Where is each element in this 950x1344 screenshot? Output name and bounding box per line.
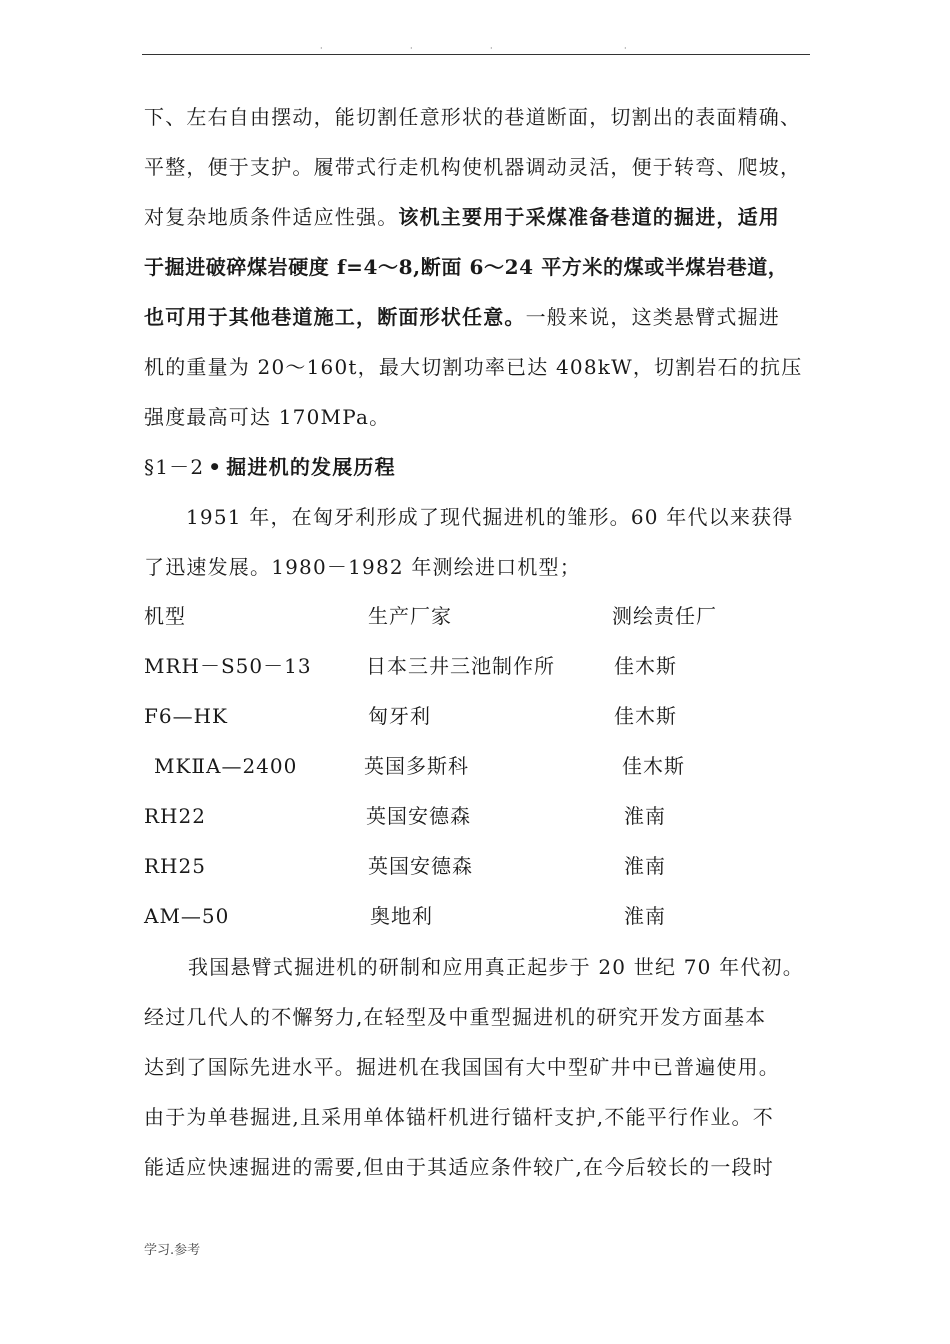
table-cell-factory: 淮南: [624, 804, 666, 828]
paragraph3-line5: 能适应快速掘进的需要,但由于其适应条件较广,在今后较长的一段时: [144, 1155, 774, 1179]
paragraph3-line1: 我国悬臂式掘进机的研制和应用真正起步于 20 世纪 70 年代初。: [188, 955, 804, 979]
table-cell-model: MKⅡA—2400: [154, 754, 298, 778]
header-dot: ·: [624, 44, 627, 53]
table-cell-model: RH25: [144, 854, 206, 878]
table-cell-factory: 淮南: [624, 904, 666, 928]
table-cell-factory: 佳木斯: [614, 654, 677, 678]
header-dots: [142, 44, 810, 54]
table-cell-maker: 英国安德森: [366, 804, 471, 828]
paragraph1-line3-bold: 该机主要用于采煤准备巷道的掘进，适用: [398, 205, 781, 229]
paragraph1-line6: 机的重量为 20～160t，最大切割功率已达 408kW，切割岩石的抗压: [144, 355, 803, 379]
table-header-model: 机型: [144, 604, 186, 628]
table-cell-model: RH22: [144, 804, 206, 828]
paragraph1-line5-bold: 也可用于其他巷道施工，断面形状任意。: [144, 305, 526, 329]
paragraph1-line7: 强度最高可达 170MPa。: [144, 405, 391, 429]
table-cell-maker: 奥地利: [370, 904, 433, 928]
paragraph3-line4: 由于为单巷掘进,且采用单体锚杆机进行锚杆支护,不能平行作业。不: [144, 1105, 774, 1129]
header-rule: [142, 54, 810, 55]
header-dot: ·: [410, 44, 413, 53]
section-number: §1－2: [144, 455, 205, 479]
paragraph1-line4: 于掘进破碎煤岩硬度 f=4～8,断面 6～24 平方米的煤或半煤岩巷道，: [144, 255, 789, 279]
header-dot: ·: [490, 44, 493, 53]
table-cell-model: MRH－S50－13: [144, 654, 312, 678]
table-cell-maker: 日本三井三池制作所: [366, 654, 555, 678]
table-header-factory: 测绘责任厂: [612, 604, 717, 628]
table-cell-factory: 佳木斯: [614, 704, 677, 728]
section-bullet: •: [208, 455, 223, 479]
section-title: 掘进机的发展历程: [226, 455, 396, 479]
paragraph3-line2: 经过几代人的不懈努力,在轻型及中重型掘进机的研究开发方面基本: [144, 1005, 767, 1029]
header-dot: ·: [320, 44, 323, 53]
table-cell-maker: 英国安德森: [368, 854, 473, 878]
paragraph1-line5-normal: 一般来说，这类悬臂式掘进: [525, 305, 781, 329]
table-header-maker: 生产厂家: [368, 604, 452, 628]
paragraph1-line1: 下、左右自由摆动，能切割任意形状的巷道断面，切割出的表面精确、: [144, 105, 802, 129]
section-heading: [144, 452, 396, 482]
paragraph1-line3: [144, 202, 780, 232]
paragraph2-line1: 1951 年，在匈牙利形成了现代掘进机的雏形。60 年代以来获得: [186, 505, 794, 529]
paragraph3-line3: 达到了国际先进水平。掘进机在我国国有大中型矿井中已普遍使用。: [144, 1055, 780, 1079]
paragraph1-line5: [144, 302, 780, 332]
paragraph1-line2: 平整，便于支护。履带式行走机构使机器调动灵活，便于转弯、爬坡，: [144, 155, 802, 179]
table-cell-factory: 佳木斯: [622, 754, 685, 778]
paragraph2-line2: 了迅速发展。1980－1982 年测绘进口机型；: [144, 555, 581, 579]
table-cell-maker: 英国多斯科: [364, 754, 469, 778]
table-cell-factory: 淮南: [624, 854, 666, 878]
table-cell-model: F6—HK: [144, 704, 228, 728]
table-cell-maker: 匈牙利: [368, 704, 431, 728]
table-cell-model: AM—50: [144, 904, 230, 928]
footer-text: 学习.参考: [144, 1243, 201, 1258]
paragraph1-line3-normal: 对复杂地质条件适应性强。: [144, 205, 399, 229]
